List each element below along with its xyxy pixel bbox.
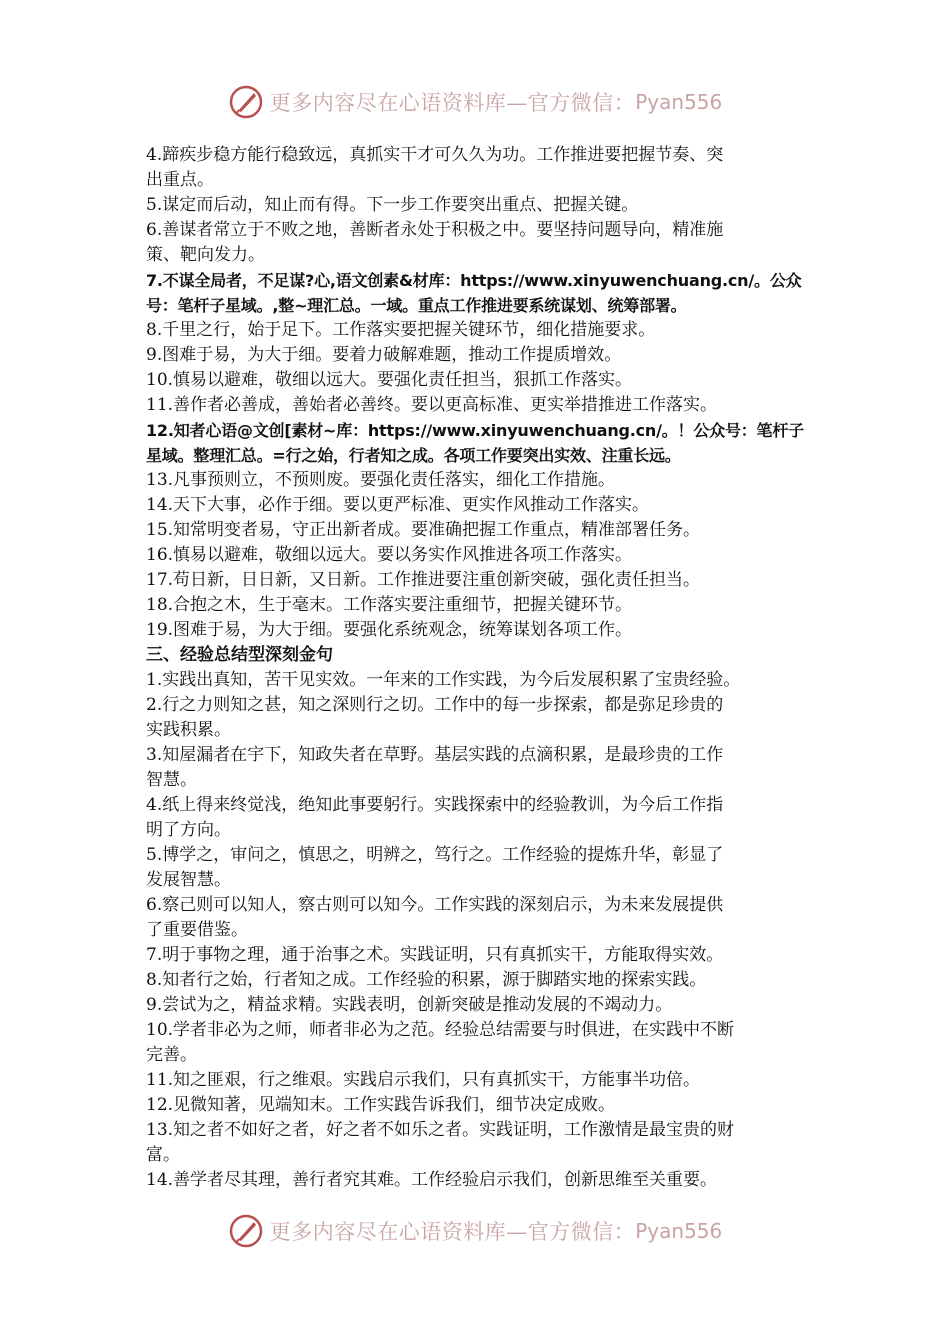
text-line: 1.实践出真知，苦干见实效。一年来的工作实践，为今后发展积累了宝贵经验。 <box>146 670 741 690</box>
text-line: 15.知常明变者易，守正出新者成。要准确把握工作重点，精准部署任务。 <box>146 520 701 540</box>
footer-banner <box>0 1211 950 1251</box>
text-line: 策、靶向发力。 <box>146 245 265 265</box>
banner-text: 更多内容尽在心语资料库—官方微信： <box>269 91 636 115</box>
text-line: 9.图难于易，为大于细。要着力破解难题，推动工作提质增效。 <box>146 345 622 365</box>
text-line: 8.千里之行，始于足下。工作落实要把握关键环节，细化措施要求。 <box>146 320 656 340</box>
text-line: 8.知者行之始，行者知之成。工作经验的积累，源于脚踏实地的探索实践。 <box>146 970 707 990</box>
text-line: 14.天下大事，必作于细。要以更严标准、更实作风推动工作落实。 <box>146 495 650 515</box>
text-line: 6.善谋者常立于不败之地，善断者永处于积极之中。要坚持问题导向，精准施 <box>146 220 724 240</box>
text-line: 12.见微知著，见端知末。工作实践告诉我们，细节决定成败。 <box>146 1095 616 1115</box>
text-line: 3.知屋漏者在宇下，知政失者在草野。基层实践的点滴积累，是最珍贵的工作 <box>146 745 724 765</box>
text-line: 10.学者非必为之师，师者非必为之范。经验总结需要与时俱进，在实践中不断 <box>146 1020 735 1040</box>
text-line: 4.纸上得来终觉浅，绝知此事要躬行。实践探索中的经验教训，为今后工作指 <box>146 795 724 815</box>
text-line: 16.慎易以避难，敬细以远大。要以务实作风推进各项工作落实。 <box>146 545 633 565</box>
text-line: 5.谋定而后动，知止而有得。下一步工作要突出重点、把握关键。 <box>146 195 639 215</box>
text-line: 13.凡事预则立，不预则废。要强化责任落实，细化工作措施。 <box>146 470 616 490</box>
text-line: 7.明于事物之理，通于治事之术。实践证明，只有真抓实干，方能取得实效。 <box>146 945 724 965</box>
text-line: 9.尝试为之，精益求精。实践表明，创新突破是推动发展的不竭动力。 <box>146 995 673 1015</box>
text-line: 10.慎易以避难，敬细以远大。要强化责任担当，狠抓工作落实。 <box>146 370 633 390</box>
text-line: 完善。 <box>146 1045 197 1065</box>
banner-text: 更多内容尽在心语资料库—官方微信： <box>269 1220 636 1244</box>
text-line: 11.善作者必善成，善始者必善终。要以更高标准、更实举措推进工作落实。 <box>146 395 718 415</box>
text-line: 2.行之力则知之甚，知之深则行之切。工作中的每一步探索，都是弥足珍贵的 <box>146 695 724 715</box>
text-line: 实践积累。 <box>146 720 231 740</box>
text-line: 14.善学者尽其理，善行者究其难。工作经验启示我们，创新思维至关重要。 <box>146 1170 718 1190</box>
text-line: 明了方向。 <box>146 820 231 840</box>
text-line: 5.博学之，审问之，慎思之，明辨之，笃行之。工作经验的提炼升华，彰显了 <box>146 845 724 865</box>
document-body <box>146 143 806 1193</box>
text-line: 13.知之者不如好之者，好之者不如乐之者。实践证明，工作激情是最宝贵的财 <box>146 1120 735 1140</box>
text-line: 富。 <box>146 1145 180 1165</box>
section-heading: 三、经验总结型深刻金句 <box>146 645 333 665</box>
text-line: 6.察己则可以知人，察古则可以知今。工作实践的深刻启示，为未来发展提供 <box>146 895 724 915</box>
text-line: 18.合抱之木，生于毫末。工作落实要注重细节，把握关键环节。 <box>146 595 633 615</box>
text-line: 号：笔杆子星域。,整~理汇总。一域。重点工作推进要系统谋划、统筹部署。 <box>146 296 687 315</box>
banner-wechat-id: Pyan556 <box>635 1219 723 1243</box>
text-line: 4.蹄疾步稳方能行稳致远，真抓实干才可久久为功。工作推进要把握节奏、突 <box>146 145 724 165</box>
text-line: 出重点。 <box>146 170 214 190</box>
quill-pen-logo-icon <box>228 84 264 120</box>
text-line: 12.知者心语@文创[素材~库：https://www.xinyuwenchuang.cn/。！公众号：笔杆子 <box>146 421 804 440</box>
text-line: 星域。整理汇总。=行之始，行者知之成。各项工作要突出实效、注重长远。 <box>146 446 681 465</box>
text-line: 智慧。 <box>146 770 197 790</box>
text-line: 发展智慧。 <box>146 870 231 890</box>
banner-wechat-id: Pyan556 <box>635 90 723 114</box>
text-line: 7.不谋全局者，不足谋?心,语文创素&材库：https://www.xinyuwenchuang.cn/。公众 <box>146 271 802 290</box>
text-line: 11.知之匪艰，行之维艰。实践启示我们，只有真抓实干，方能事半功倍。 <box>146 1070 701 1090</box>
text-line: 了重要借鉴。 <box>146 920 248 940</box>
text-line: 17.苟日新，日日新，又日新。工作推进要注重创新突破，强化责任担当。 <box>146 570 701 590</box>
header-banner <box>0 82 950 122</box>
quill-pen-logo-icon <box>228 1213 264 1249</box>
text-line: 19.图难于易，为大于细。要强化系统观念，统筹谋划各项工作。 <box>146 620 633 640</box>
